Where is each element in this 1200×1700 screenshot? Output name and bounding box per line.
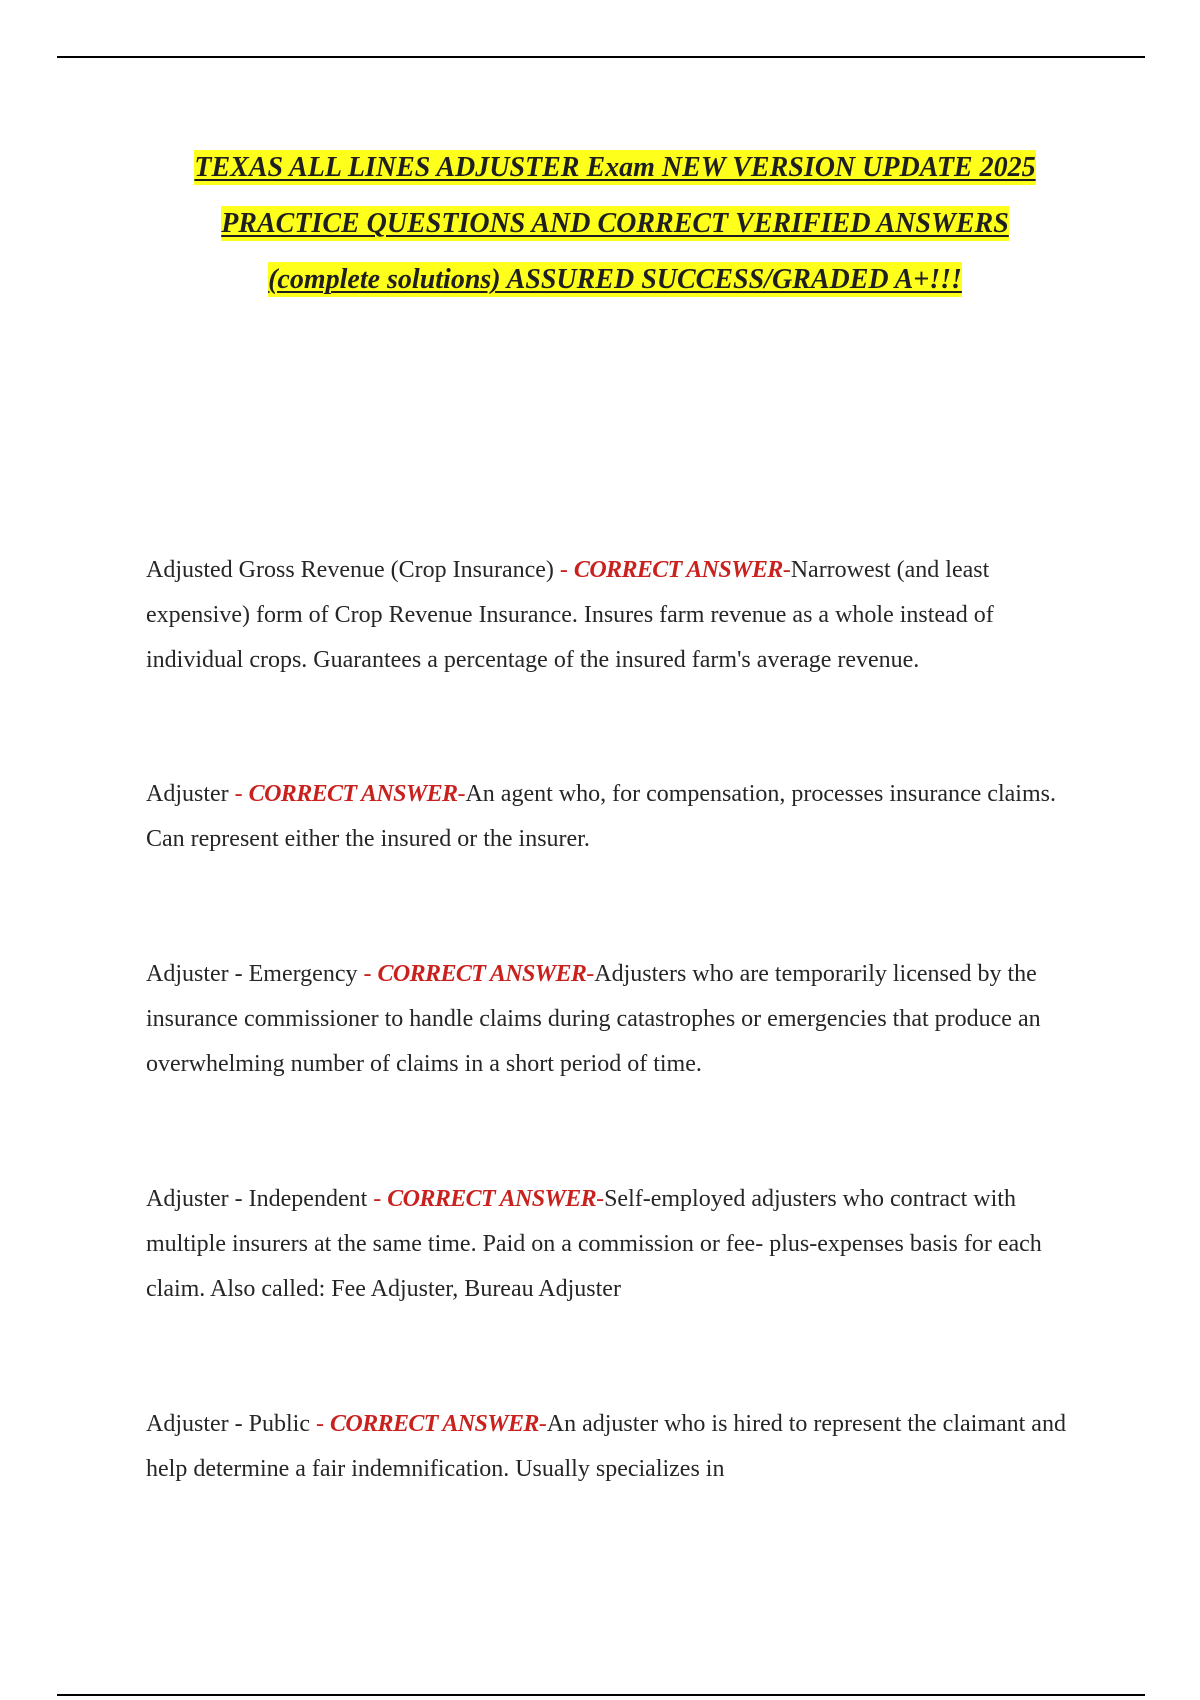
entry-separator: - — [357, 961, 378, 987]
entry-term: Adjusted Gross Revenue (Crop Insurance) — [146, 557, 554, 583]
entry-adjusted-gross-revenue — [146, 548, 1076, 683]
correct-answer-label: CORRECT ANSWER — [248, 781, 458, 807]
entry-separator: - — [309, 1411, 330, 1437]
title-line-2: PRACTICE QUESTIONS AND CORRECT VERIFIED ANSWERS — [221, 208, 1009, 239]
entry-adjuster-public — [146, 1402, 1076, 1492]
answer-suffix: - — [782, 557, 791, 583]
correct-answer-label: CORRECT ANSWER — [329, 1411, 539, 1437]
entry-adjuster-independent — [146, 1177, 1076, 1312]
correct-answer-label: CORRECT ANSWER — [377, 961, 587, 987]
title-line-1: TEXAS ALL LINES ADJUSTER Exam NEW VERSION UPDATE 2025 — [194, 152, 1036, 183]
entry-term: Adjuster - Public — [146, 1411, 310, 1437]
entry-definition: Adjusters who are temporarily licensed by the insurance commissioner to handle claims during catastrophes or emergencies that produce an overwhelming number of claims in a short period of time. — [146, 961, 1041, 1077]
entry-adjuster — [146, 772, 1076, 862]
entry-definition: An adjuster who is hired to represent the claimant and help determine a fair indemnification. Usually specializes in — [146, 1411, 1066, 1482]
entry-separator: - — [553, 557, 574, 583]
top-rule — [57, 56, 1145, 58]
correct-answer-label: CORRECT ANSWER — [573, 557, 783, 583]
title-line-3: (complete solutions) ASSURED SUCCESS/GRADED A+!!! — [268, 264, 962, 295]
entry-term: Adjuster - Independent — [146, 1186, 368, 1212]
answer-suffix: - — [457, 781, 466, 807]
document-title — [120, 140, 1110, 308]
entry-definition: An agent who, for compensation, processes insurance claims. Can represent either the insured or the insurer. — [146, 781, 1056, 852]
entry-separator: - — [228, 781, 249, 807]
entry-term: Adjuster — [146, 781, 229, 807]
bottom-rule — [57, 1694, 1145, 1696]
answer-suffix: - — [538, 1411, 547, 1437]
entry-term: Adjuster - Emergency — [146, 961, 358, 987]
entry-definition: Self-employed adjusters who contract with multiple insurers at the same time. Paid on a commission or fee- plus-expenses basis for each claim. Also called: Fee Adjuster, Bureau Adjuster — [146, 1186, 1042, 1302]
answer-suffix: - — [586, 961, 595, 987]
entry-separator: - — [367, 1186, 388, 1212]
answer-suffix: - — [596, 1186, 605, 1212]
entry-adjuster-emergency — [146, 952, 1076, 1087]
entry-definition: Narrowest (and least expensive) form of Crop Revenue Insurance. Insures farm revenue as a whole instead of individual crops. Guarantees a percentage of the insured farm's average revenue. — [146, 557, 994, 673]
correct-answer-label: CORRECT ANSWER — [387, 1186, 597, 1212]
